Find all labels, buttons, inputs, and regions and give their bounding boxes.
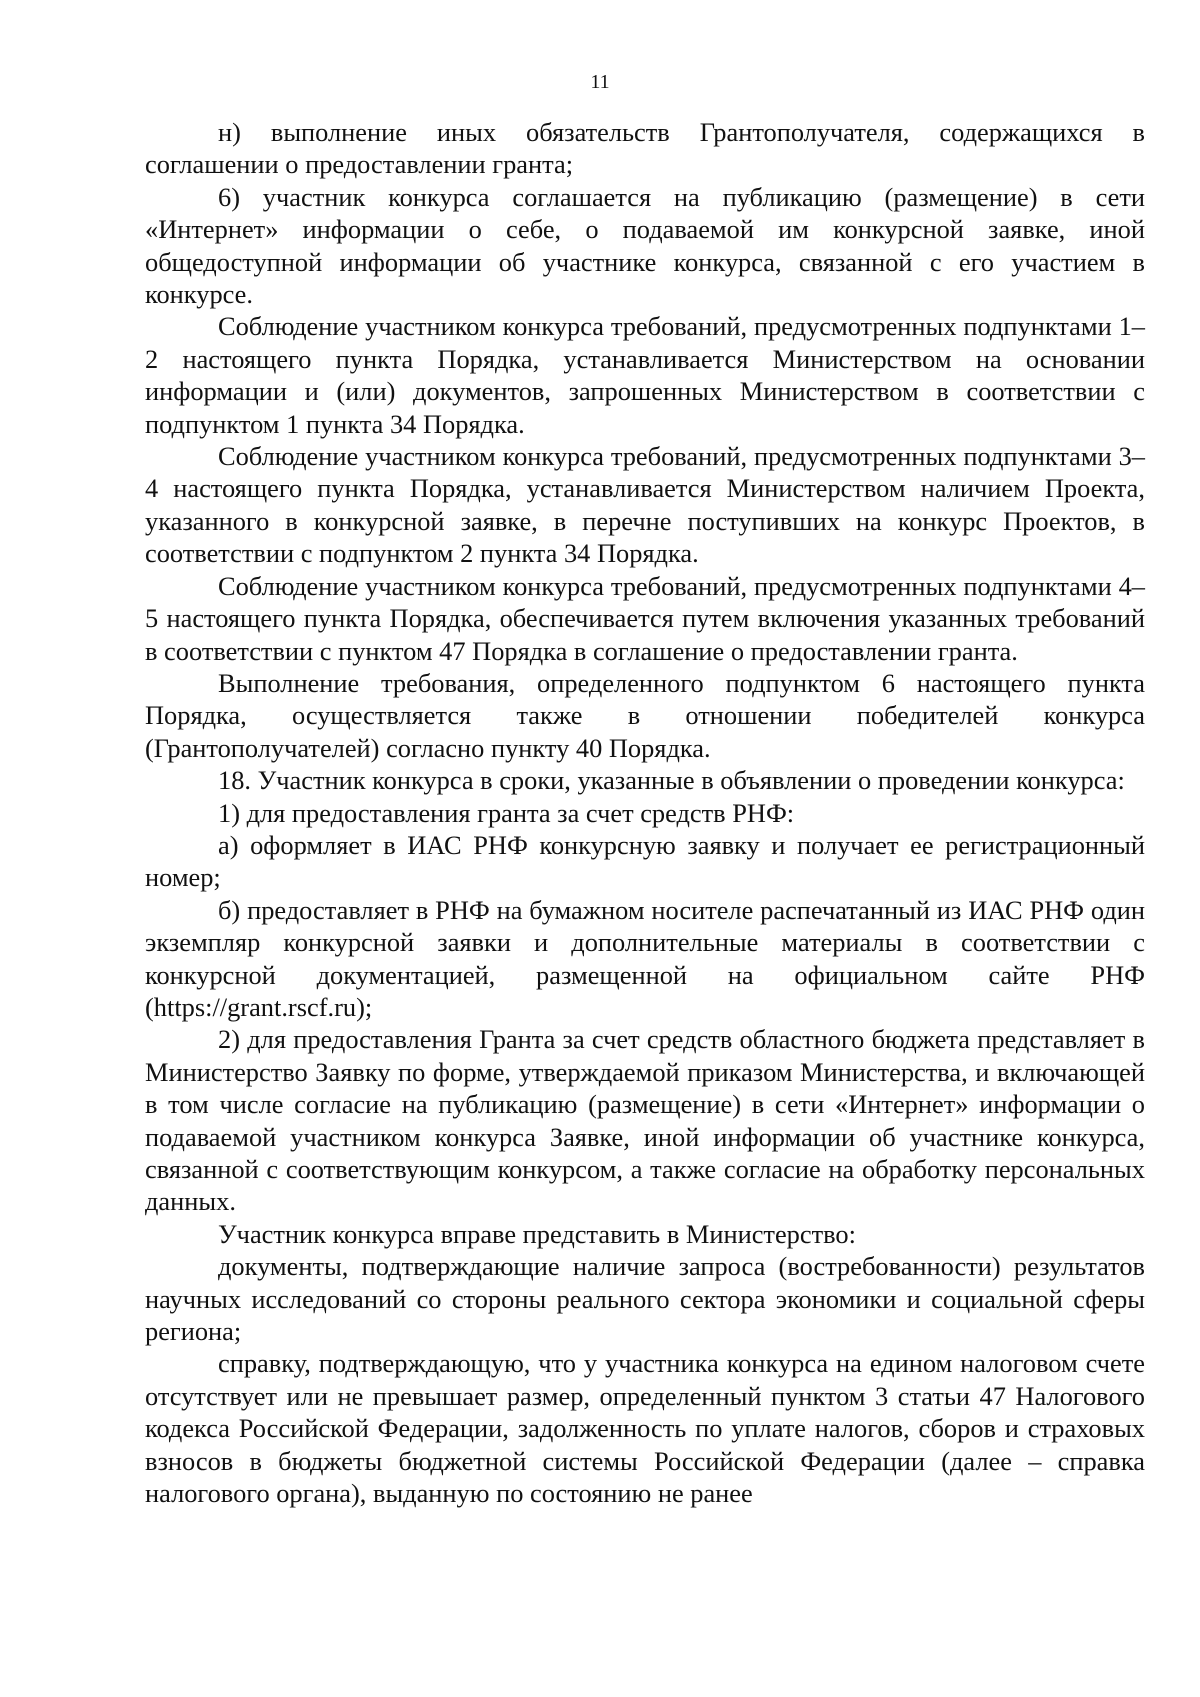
paragraph-participant-may-submit: Участник конкурса вправе представить в Министерство: [218, 1218, 856, 1249]
paragraph-compliance-4-5: Соблюдение участником конкурса требований, предусмотренных подпунктами 4–5 настоящего пункта Порядка, обеспечивается путем включения указанных требований в соответствии с пунктом 47 Порядка в соглашение о предоставлении гранта. [145, 570, 1145, 666]
paragraph-2-regional-grant: 2) для предоставления Гранта за счет средств областного бюджета представляет в Министерство Заявку по форме, утверждаемой приказом Министерства, и включающей в том числе согласие на публикацию (размещение) в сети «Интернет» информации о подаваемой участником конкурса Заявке, иной информации об участнике конкурса, связанной с соответствующим конкурсом, а также согласие на обработку персональных данных. [145, 1024, 1145, 1217]
paragraph-tax-certificate: справку, подтверждающую, что у участника конкурса на едином налоговом счете отсутствует или не превышает размер, определенный пунктом 3 статьи 47 Налогового кодекса Российской Федерации, задолженность по уплате налогов, сборов и страховых взносов в бюджеты бюджетной системы Российской Федерации (далее – справка налогового органа), выданную по состоянию не ранее [145, 1348, 1145, 1509]
paragraph-n-obligations: н) выполнение иных обязательств Грантополучателя, содержащихся в соглашении о предоставлении гранта; [145, 117, 1145, 180]
document-body [145, 116, 1145, 1509]
paragraph-1-rnf-grant: 1) для предоставления гранта за счет средств РНФ: [218, 797, 795, 828]
paragraph-compliance-1-2: Соблюдение участником конкурса требований, предусмотренных подпунктами 1–2 настоящего пункта Порядка, устанавливается Министерством на основании информации и (или) документов, запрошенных Министерством в соответствии с подпунктом 1 пункта 34 Порядка. [145, 311, 1145, 439]
paragraph-compliance-3-4: Соблюдение участником конкурса требований, предусмотренных подпунктами 3–4 настоящего пункта Порядка, устанавливается Министерством наличием Проекта, указанного в конкурсной заявке, в перечне поступивших на конкурс Проектов, в соответствии с подпунктом 2 пункта 34 Порядка. [145, 441, 1145, 569]
paragraph-18-participant: 18. Участник конкурса в сроки, указанные в объявлении о проведении конкурса: [218, 765, 1125, 796]
paragraph-requirement-6: Выполнение требования, определенного подпунктом 6 настоящего пункта Порядка, осуществляется также в отношении победителей конкурса (Грантополучателей) согласно пункту 40 Порядка. [145, 667, 1145, 763]
paragraph-a-ias-application: а) оформляет в ИАС РНФ конкурсную заявку и получает ее регистрационный номер; [145, 829, 1145, 893]
page-number: 11 [590, 71, 610, 93]
paragraph-documents-demand: документы, подтверждающие наличие запроса (востребованности) результатов научных исследований со стороны реального сектора экономики и социальной сферы региона; [145, 1251, 1145, 1347]
paragraph-b-paper-copy: б) предоставляет в РНФ на бумажном носителе распечатанный из ИАС РНФ один экземпляр конкурсной заявки и дополнительные материалы в соответствии с конкурсной документацией, размещенной на официальном сайте РНФ (https://grant.rscf.ru); [145, 894, 1145, 1022]
paragraph-6-consent-publication: 6) участник конкурса соглашается на публикацию (размещение) в сети «Интернет» информации о себе, о подаваемой им конкурсной заявке, иной общедоступной информации об участнике конкурса, связанной с его участием в конкурсе. [145, 181, 1145, 310]
